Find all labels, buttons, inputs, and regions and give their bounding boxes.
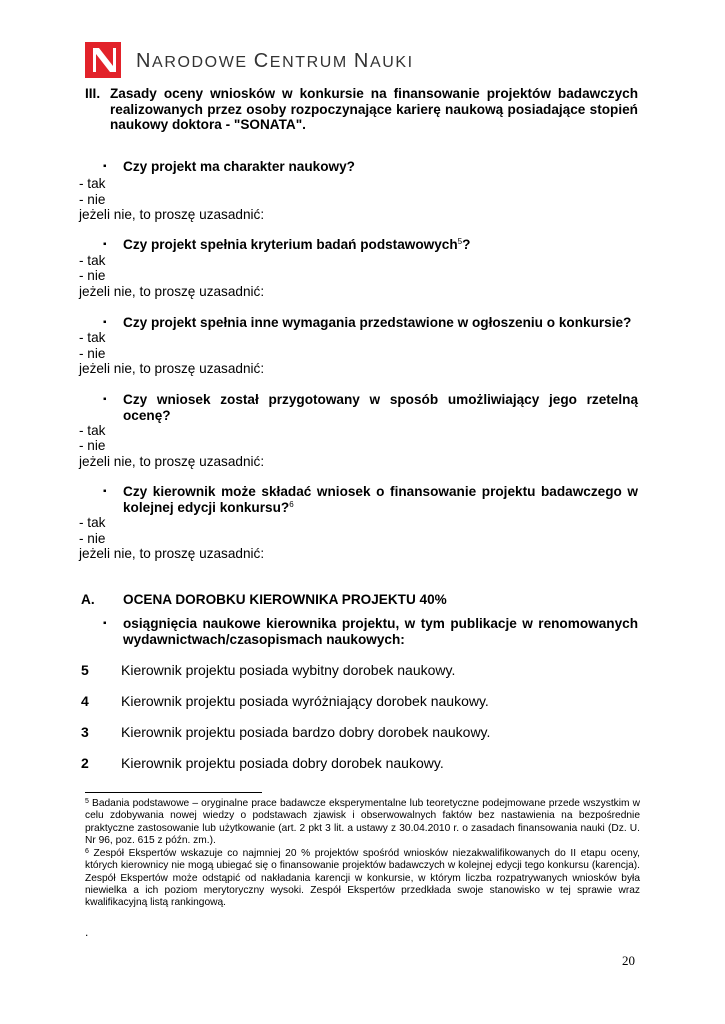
option-no: - nie (79, 346, 106, 361)
part-a-bullet (103, 616, 638, 647)
score-value: 4 (81, 693, 89, 709)
footnote-ref: 5 (457, 237, 463, 246)
section-title: Zasady oceny wniosków w konkursie na finansowanie projektów badawczych realizowanych przez osoby rozpoczynające karierę naukową posiadające stopień naukowy doktora - "SONATA". (110, 86, 638, 132)
option-yes: - tak (79, 176, 106, 191)
question-tail: ? (462, 237, 471, 252)
option-no: - nie (79, 192, 106, 207)
option-no: - nie (79, 268, 106, 283)
score-description: Kierownik projektu posiada wybitny dorobek naukowy. (121, 662, 456, 678)
question-5 (103, 484, 638, 515)
score-value: 2 (81, 755, 89, 771)
footnote-text: Zespół Ekspertów wskazuje co najmniej 20 % projektów spośród wniosków niezakwalifikowanych do II etapu oceny, których kierownicy nie mogą ubiegać się o finansowanie projektów badawczych w kolejnej edycji tego konkursu (karencja). Zespół Ekspertów może odstąpić od nakładania karencji w konkursie, w którym liczba rozpatrywanych wniosków była niewielka a ich poziom merytoryczny wysoki. Zespół Ekspertów przedkłada swoje stanowisko w tej sprawie wraz kwalifikacyjną listą rankingową. (85, 848, 640, 909)
question-2 (103, 237, 638, 253)
footnote-number: 6 (85, 848, 89, 855)
question-text: Czy projekt spełnia inne wymagania przedstawione w ogłoszeniu o konkursie? (123, 315, 632, 330)
section-number: III. (85, 86, 101, 101)
option-no: - nie (79, 438, 106, 453)
option-yes: - tak (79, 423, 106, 438)
footnote-ref: 6 (289, 499, 294, 509)
score-description: Kierownik projektu posiada dobry dorobek naukowy. (121, 755, 444, 771)
score-description: Kierownik projektu posiada wyróżniający dorobek naukowy. (121, 693, 489, 709)
question-1 (103, 159, 638, 175)
score-value: 3 (81, 724, 89, 740)
question-text: Czy wniosek został przygotowany w sposób umożliwiający jego rzetelną ocenę? (123, 392, 638, 423)
footnote-6 (85, 848, 640, 909)
score-value: 5 (81, 662, 89, 678)
bullet-icon: ▪ (103, 239, 107, 250)
justify-prompt: jeżeli nie, to proszę uzasadnić: (79, 454, 265, 469)
footnote-5 (85, 798, 640, 847)
org-word-3: NAUKI (353, 50, 414, 72)
bullet-icon: ▪ (103, 394, 107, 405)
bullet-icon: ▪ (103, 317, 107, 328)
justify-prompt: jeżeli nie, to proszę uzasadnić: (79, 361, 265, 376)
section-heading (85, 86, 638, 133)
org-word-2: CENTRUM (253, 50, 348, 72)
footnote-separator (85, 792, 262, 793)
option-no: - nie (79, 531, 106, 546)
footnote-number: 5 (85, 798, 89, 805)
justify-prompt: jeżeli nie, to proszę uzasadnić: (79, 546, 265, 561)
organization-name (136, 50, 414, 73)
option-yes: - tak (79, 253, 106, 268)
part-a-letter: A. (81, 592, 95, 607)
justify-prompt: jeżeli nie, to proszę uzasadnić: (79, 284, 265, 299)
question-3 (103, 315, 638, 331)
option-yes: - tak (79, 330, 106, 345)
part-a-title: OCENA DOROBKU KIEROWNIKA PROJEKTU 40% (123, 592, 447, 607)
justify-prompt: jeżeli nie, to proszę uzasadnić: (79, 207, 265, 222)
question-text: Czy kierownik może składać wniosek o finansowanie projektu badawczego w kolejnej edycji konkursu? (123, 484, 638, 515)
bullet-icon: ▪ (103, 486, 107, 497)
question-4 (103, 392, 638, 423)
ncn-logo-icon (85, 42, 121, 78)
footnote-text: Badania podstawowe – oryginalne prace badawcze eksperymentalne lub teoretyczne podejmowane przede wszystkim w celu zdobywania nowej wiedzy o podstawach zjawisk i obserwowalnych faktów bez nastawienia na bezpośrednie praktyczne zastosowanie lub użytkowanie (art. 2 pkt 3 lit. a ustawy z 30.04.2010 r. o zasadach finansowania nauki (Dz. U. Nr 96, poz. 615 z późn. zm.). (85, 798, 640, 846)
question-text: Czy projekt ma charakter naukowy? (123, 159, 355, 174)
bullet-icon: ▪ (103, 618, 107, 629)
question-text: Czy projekt spełnia kryterium badań podstawowych (123, 237, 458, 252)
score-description: Kierownik projektu posiada bardzo dobry dorobek naukowy. (121, 724, 491, 740)
bullet-icon: ▪ (103, 161, 107, 172)
org-word-1: NARODOWE (136, 50, 248, 72)
option-yes: - tak (79, 515, 106, 530)
part-a-bullet-text: osiągnięcia naukowe kierownika projektu, w tym publikacje w renomowanych wydawnictwach/czasopismach naukowych: (123, 616, 638, 647)
page-number: 20 (622, 953, 635, 968)
trailing-dot: . (85, 925, 89, 939)
